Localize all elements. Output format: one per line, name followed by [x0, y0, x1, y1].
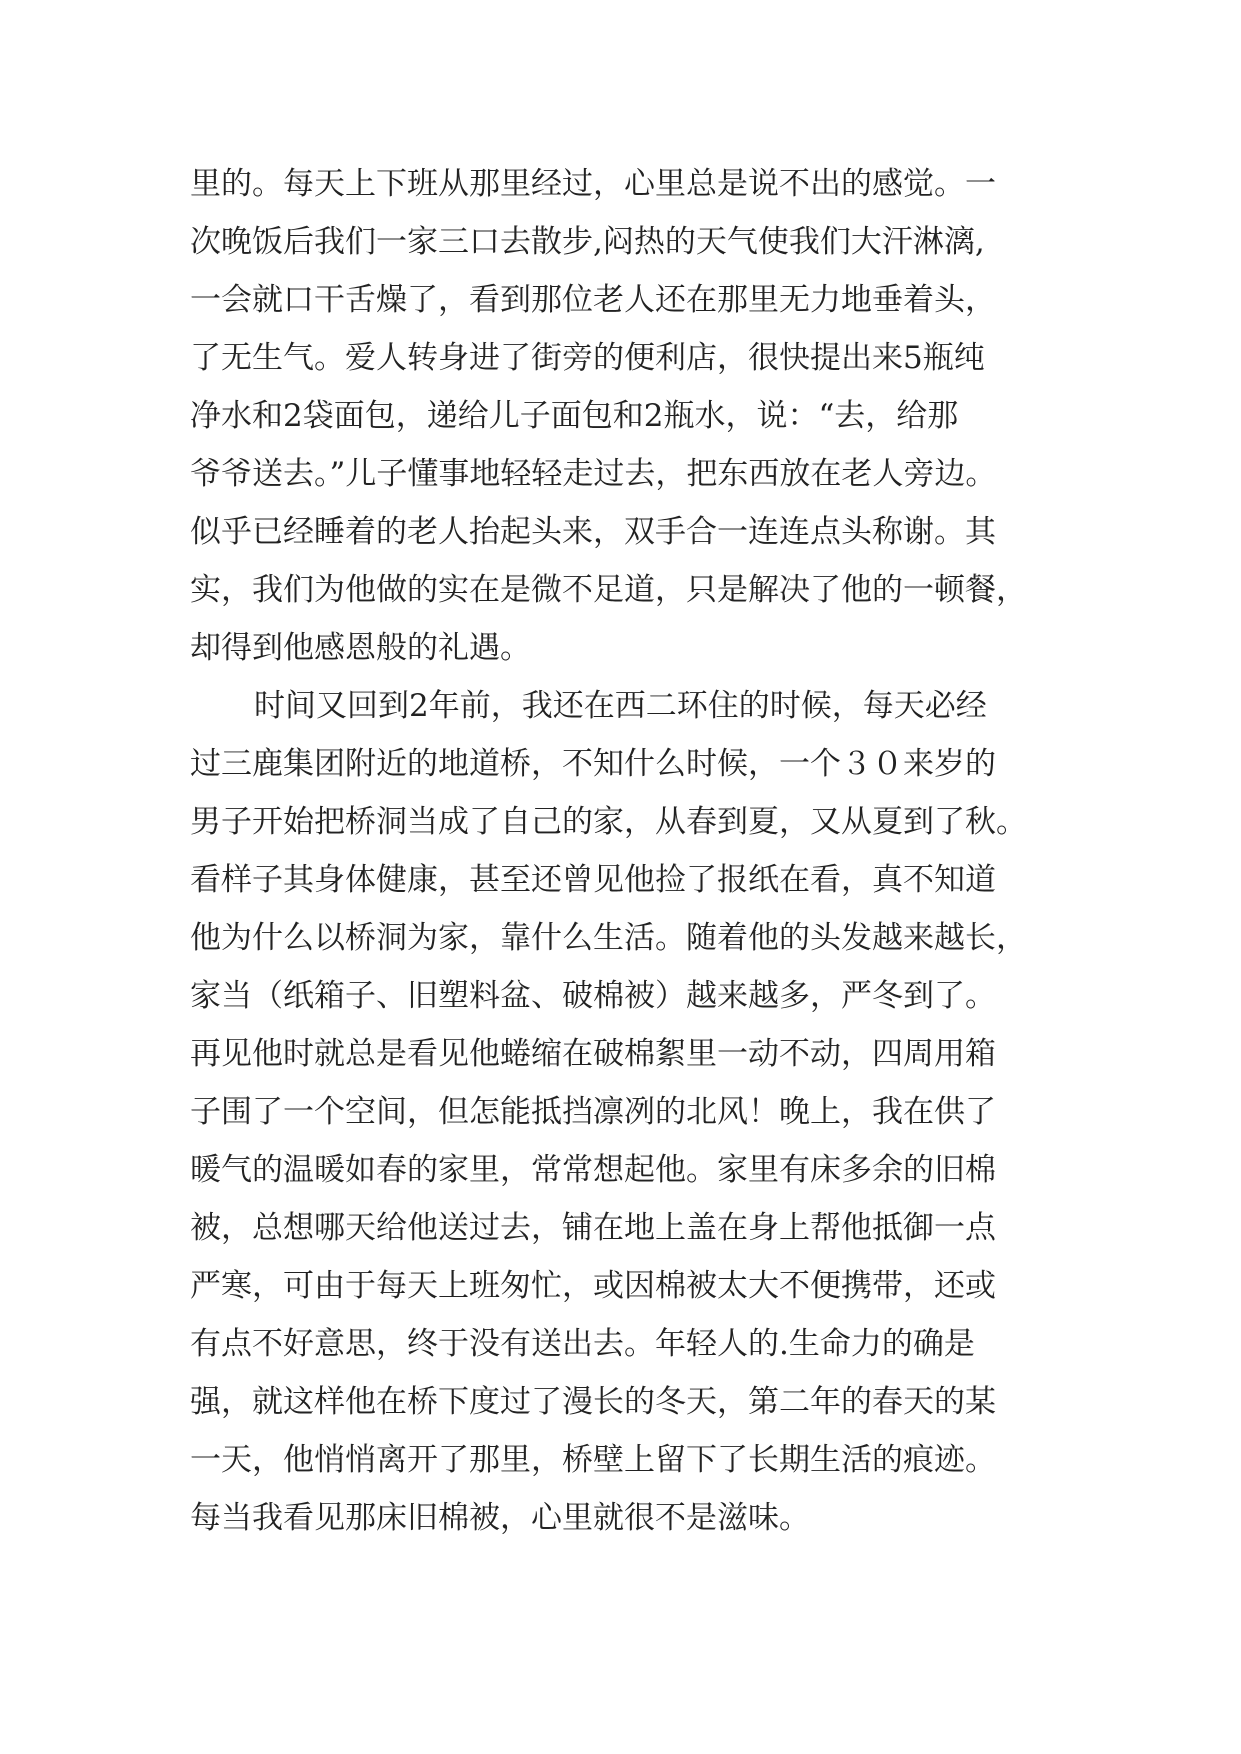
text-line: 净水和2袋面包，递给儿子面包和2瓶水，说：“去，给那 [190, 398, 959, 434]
text-line: 似乎已经睡着的老人抬起头来，双手合一连连点头称谢。其 [190, 514, 996, 550]
text-line: 严寒，可由于每天上班匆忙，或因棉被太大不便携带，还或 [190, 1268, 996, 1304]
text-line: 次晚饭后我们一家三口去散步,闷热的天气使我们大汗淋漓, [190, 224, 985, 260]
text-line: 有点不好意思，终于没有送出去。年轻人的.生命力的确是 [190, 1326, 975, 1362]
body-text [190, 155, 1090, 1547]
paragraph-1 [190, 155, 1090, 677]
text-line: 了无生气。爱人转身进了街旁的便利店，很快提出来5瓶纯 [190, 340, 985, 376]
text-line: 里的。每天上下班从那里经过，心里总是说不出的感觉。一 [190, 166, 996, 202]
text-line: 他为什么以桥洞为家，靠什么生活。随着他的头发越来越长， [190, 920, 1027, 956]
text-line: 爷爷送去。”儿子懂事地轻轻走过去，把东西放在老人旁边。 [190, 456, 997, 492]
text-line: 实，我们为他做的实在是微不足道，只是解决了他的一顿餐， [190, 572, 1027, 608]
text-line: 强，就这样他在桥下度过了漫长的冬天，第二年的春天的某 [190, 1384, 996, 1420]
text-line: 每当我看见那床旧棉被，心里就很不是滋味。 [190, 1500, 810, 1536]
text-line: 子围了一个空间，但怎能抵挡凛冽的北风！晚上，我在供了 [190, 1094, 996, 1130]
text-line: 家当（纸箱子、旧塑料盆、破棉被）越来越多，严冬到了。 [190, 978, 996, 1014]
text-line: 男子开始把桥洞当成了自己的家，从春到夏，又从夏到了秋。 [190, 804, 1027, 840]
text-line: 一会就口干舌燥了，看到那位老人还在那里无力地垂着头， [190, 282, 996, 318]
text-line: 再见他时就总是看见他蜷缩在破棉絮里一动不动，四周用箱 [190, 1036, 996, 1072]
text-line: 暖气的温暖如春的家里，常常想起他。家里有床多余的旧棉 [190, 1152, 996, 1188]
paragraph-2 [190, 677, 1090, 1547]
text-line-first-indented: 时间又回到2年前，我还在西二环住的时候，每天必经 [254, 688, 987, 724]
text-line: 被，总想哪天给他送过去，铺在地上盖在身上帮他抵御一点 [190, 1210, 996, 1246]
text-line: 看样子其身体健康，甚至还曾见他捡了报纸在看，真不知道 [190, 862, 996, 898]
text-line: 过三鹿集团附近的地道桥，不知什么时候，一个３０来岁的 [190, 746, 996, 782]
text-line: 一天，他悄悄离开了那里，桥壁上留下了长期生活的痕迹。 [190, 1442, 996, 1478]
text-line: 却得到他感恩般的礼遇。 [190, 630, 531, 666]
